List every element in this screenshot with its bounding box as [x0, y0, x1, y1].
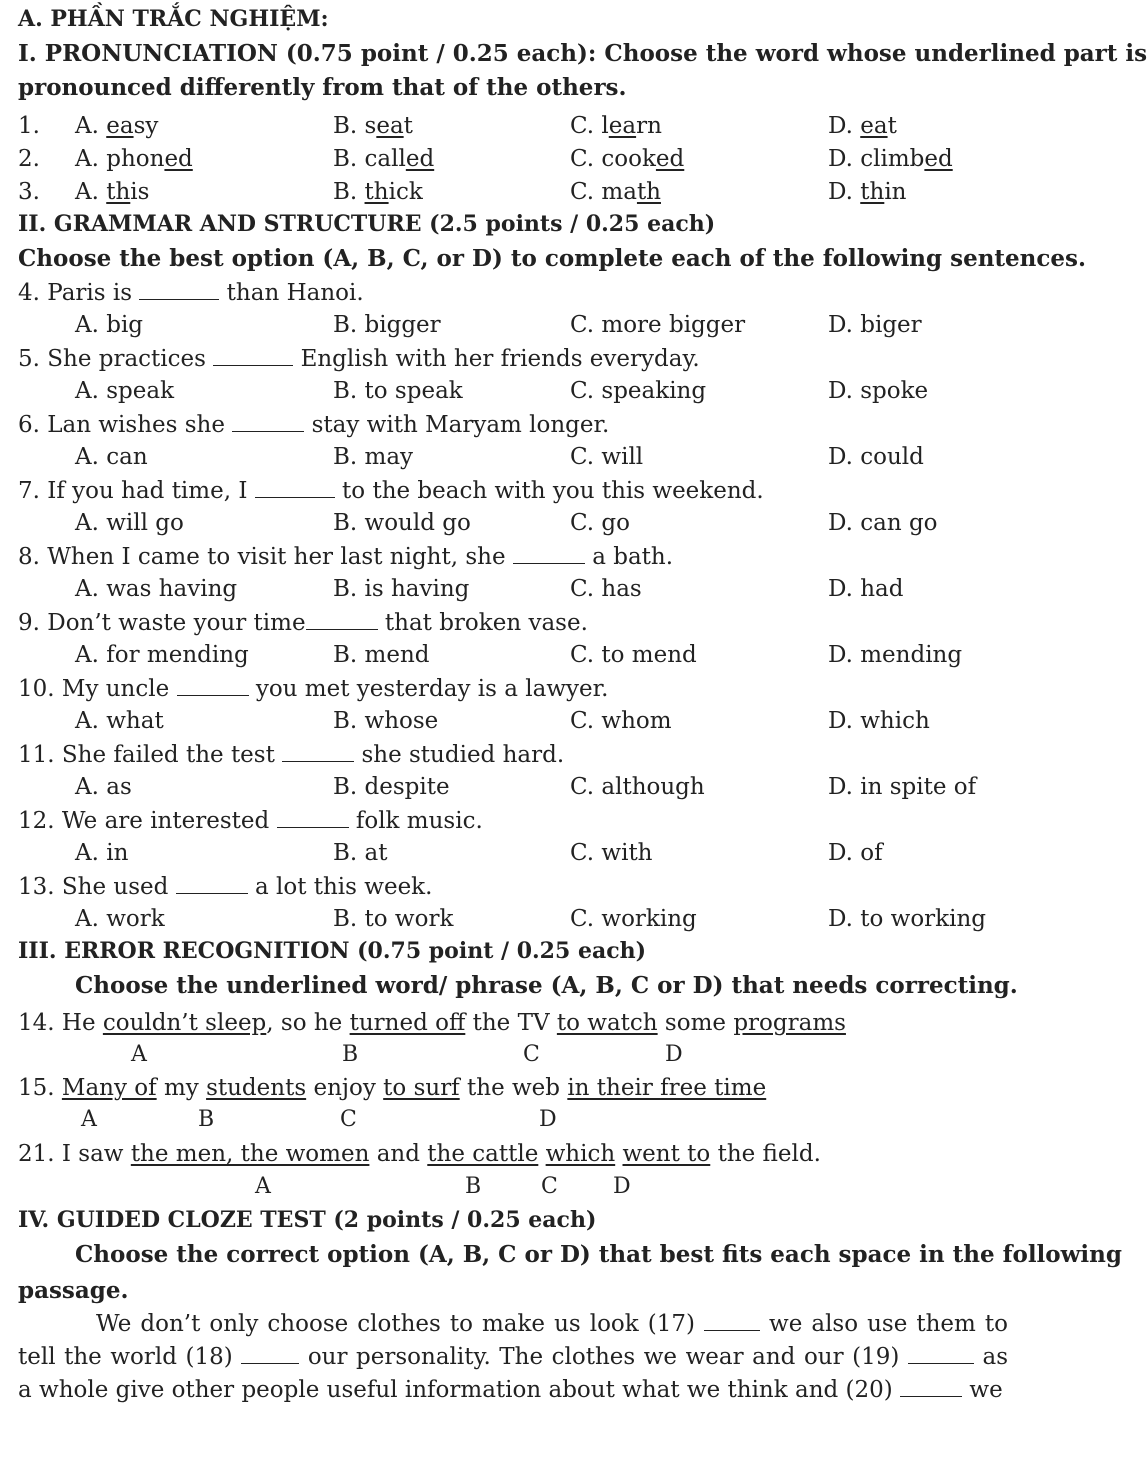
answer-blank	[177, 677, 249, 696]
question-number: 1.	[18, 113, 40, 139]
question-stem: 5. She practices English with her friends everyday.	[18, 346, 700, 372]
blank-17	[704, 1312, 760, 1331]
label-a: A	[81, 1107, 97, 1132]
option-d: D. could	[828, 444, 924, 470]
question-number: 2.	[18, 146, 40, 172]
option-d: D. can go	[828, 510, 938, 536]
option-b: B. to work	[333, 906, 454, 932]
question-sentence: 14. He couldn’t sleep, so he turned off the TV to watch some programs	[18, 1010, 846, 1036]
option-c: C. to mend	[570, 642, 697, 668]
pronunciation-heading-cont: pronounced differently from that of the others.	[18, 74, 627, 101]
pronunciation-heading: I. PRONUNCIATION (0.75 point / 0.25 each): Choose the word whose underlined part is	[18, 40, 1147, 67]
label-c: C	[541, 1174, 558, 1199]
answer-blank	[213, 347, 293, 366]
option-b: B. to speak	[333, 378, 463, 404]
label-d: D	[539, 1107, 557, 1132]
question-number: 3.	[18, 179, 40, 205]
option-c: C. has	[570, 576, 642, 602]
option-c: C. more bigger	[570, 312, 746, 338]
label-d: D	[613, 1174, 631, 1199]
option-d: D. which	[828, 708, 930, 734]
option-a: A. what	[75, 708, 164, 734]
option-a: A. will go	[75, 510, 184, 536]
answer-blank	[306, 611, 378, 630]
answer-blank	[513, 545, 585, 564]
underlined-d: went to	[622, 1141, 711, 1167]
option-d: D. eat	[828, 113, 897, 139]
option-a: A. can	[75, 444, 148, 470]
option-d: D. in spite of	[828, 774, 977, 800]
option-c: C. learn	[570, 113, 662, 139]
option-b: B. bigger	[333, 312, 441, 338]
question-stem: 13. She used a lot this week.	[18, 874, 433, 900]
option-a: A. work	[75, 906, 165, 932]
option-c: C. whom	[570, 708, 672, 734]
label-d: D	[665, 1042, 683, 1067]
question-stem: 11. She failed the test she studied hard.	[18, 742, 565, 768]
label-a: A	[255, 1174, 271, 1199]
option-b: B. is having	[333, 576, 470, 602]
option-b: B. seat	[333, 113, 413, 139]
blank-18	[241, 1345, 299, 1364]
underlined-a: couldn’t sleep	[102, 1010, 267, 1036]
underlined-b: students	[206, 1075, 307, 1101]
option-b: B. at	[333, 840, 388, 866]
option-d: D. climbed	[828, 146, 953, 172]
option-b: B. may	[333, 444, 414, 470]
option-d: D. spoke	[828, 378, 929, 404]
underlined-d: programs	[733, 1010, 846, 1036]
option-a: A. in	[75, 840, 129, 866]
underlined-a: Many of	[61, 1075, 157, 1101]
option-c: C. go	[570, 510, 630, 536]
question-stem: 6. Lan wishes she stay with Maryam longer.	[18, 412, 610, 438]
option-d: D. had	[828, 576, 904, 602]
cloze-instruction-cont: passage.	[18, 1277, 129, 1304]
option-d: D. mending	[828, 642, 963, 668]
option-a: A. this	[75, 179, 150, 205]
label-c: C	[340, 1107, 357, 1132]
label-a: A	[131, 1042, 147, 1067]
cloze-heading: IV. GUIDED CLOZE TEST (2 points / 0.25 each)	[18, 1207, 597, 1233]
grammar-heading: II. GRAMMAR AND STRUCTURE (2.5 points / 0.25 each)	[18, 211, 716, 237]
option-c: C. working	[570, 906, 697, 932]
option-c: C. although	[570, 774, 705, 800]
answer-blank	[232, 413, 304, 432]
option-a: A. for mending	[75, 642, 249, 668]
option-a: A. speak	[75, 378, 175, 404]
option-d: D. to working	[828, 906, 987, 932]
underlined-b: the cattle	[427, 1141, 539, 1167]
question-sentence: 21. I saw the men, the women and the cattle which went to the field.	[18, 1141, 821, 1167]
label-b: B	[342, 1042, 359, 1067]
question-stem: 7. If you had time, I to the beach with you this weekend.	[18, 478, 764, 504]
option-b: B. would go	[333, 510, 471, 536]
answer-blank	[176, 875, 248, 894]
underlined-c: to surf	[383, 1075, 460, 1101]
option-a: A. easy	[75, 113, 159, 139]
section-title: A. PHẦN TRẮC NGHIỆM:	[18, 6, 329, 32]
question-stem: 9. Don’t waste your time that broken vase.	[18, 610, 588, 636]
cloze-instruction: Choose the correct option (A, B, C or D) that best fits each space in the following	[75, 1241, 1122, 1268]
grammar-instruction: Choose the best option (A, B, C, or D) to complete each of the following sentences.	[18, 245, 1086, 272]
option-a: A. was having	[75, 576, 238, 602]
question-sentence: 15. Many of my students enjoy to surf the web in their free time	[18, 1075, 767, 1101]
question-stem: 4. Paris is than Hanoi.	[18, 280, 364, 306]
option-d: D. of	[828, 840, 883, 866]
underlined-c: to watch	[556, 1010, 658, 1036]
blank-20	[900, 1378, 962, 1397]
option-c: C. cooked	[570, 146, 685, 172]
option-d: D. thin	[828, 179, 907, 205]
option-b: B. thick	[333, 179, 423, 205]
blank-19	[908, 1345, 974, 1364]
option-c: C. math	[570, 179, 661, 205]
option-b: B. called	[333, 146, 435, 172]
option-d: D. biger	[828, 312, 922, 338]
underlined-d: in their free time	[567, 1075, 767, 1101]
error-instruction: Choose the underlined word/ phrase (A, B, C or D) that needs correcting.	[75, 972, 1018, 999]
error-heading: III. ERROR RECOGNITION (0.75 point / 0.25 each)	[18, 938, 647, 964]
option-b: B. despite	[333, 774, 450, 800]
underlined-c: which	[545, 1141, 616, 1167]
option-c: C. will	[570, 444, 644, 470]
option-b: B. mend	[333, 642, 430, 668]
cloze-passage: We don’t only choose clothes to make us look (17) we also use them to tell the world (18) our personality. The clothes we wear and our (19) as a whole give other people useful information about what we think and (20) we	[18, 1311, 1009, 1403]
label-b: B	[465, 1174, 482, 1199]
underlined-b: turned off	[349, 1010, 466, 1036]
option-c: C. with	[570, 840, 653, 866]
option-a: A. big	[75, 312, 144, 338]
answer-blank	[277, 809, 349, 828]
option-c: C. speaking	[570, 378, 707, 404]
question-stem: 8. When I came to visit her last night, she a bath.	[18, 544, 674, 570]
underlined-a: the men, the women	[130, 1141, 370, 1167]
question-stem: 10. My uncle you met yesterday is a lawyer.	[18, 676, 609, 702]
label-b: B	[198, 1107, 215, 1132]
answer-blank	[255, 479, 335, 498]
question-stem: 12. We are interested folk music.	[18, 808, 483, 834]
option-a: A. phoned	[75, 146, 193, 172]
answer-blank	[282, 743, 354, 762]
option-a: A. as	[75, 774, 132, 800]
answer-blank	[139, 281, 219, 300]
label-c: C	[523, 1042, 540, 1067]
option-b: B. whose	[333, 708, 439, 734]
